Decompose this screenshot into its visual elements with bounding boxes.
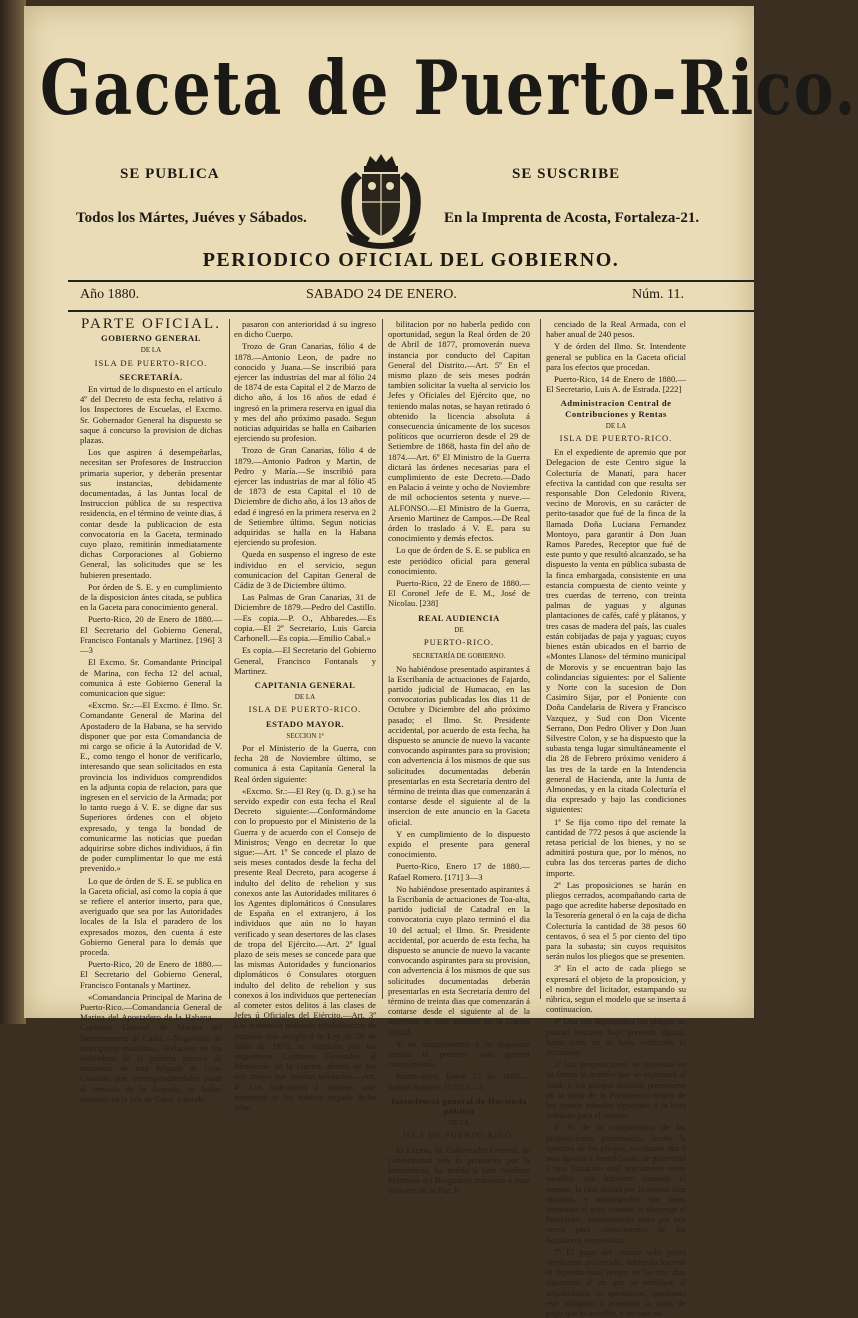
heading-place: ISLA DE PUERTO-RICO. <box>248 704 362 715</box>
subscribe-place: En la Imprenta de Acosta, Fortaleza-21. <box>444 210 700 226</box>
paragraph: El Excmo. Sr. Comandante Principal de Marina, con fecha 12 del actual, comunica á este Gobierno General la comunicacion que sigue: <box>80 657 222 698</box>
paragraph: 2ª Las proposiciones se harán en pliegos cerrados, acompañando carta de pago que acredite haberse depositado en la Tesorería general ó en la caja de dicha Colecturía la cantidad de 38 pesos 60 centavos, ó sea el 5 por ciento del tipo para la subasta; sin cuyos requisitos serán nulos los pliegos que se presenten. <box>546 879 686 962</box>
header-rule-bottom <box>68 310 754 312</box>
paragraph: No habiéndose presentado aspirantes á la Escribanía de actuaciones de Fajardo, partido judicial de Humacao, en las convocatorias publicadas los dias 11 de Octubre y Diciembre del año próximo pasado; el Ilmo. Sr. Presidente accidental, por acuerdo de esta fecha, ha dispuesto se anuncie de nuevo la vacante convocando aspirantes para su provision; con advertencia á los mismos de que sus solicitudes documentadas deberán presentarlas en esta Secretaría dentro del término de treinta dias que comenzarán á contarse desde el siguiente al de la insercion de este anuncio en la Gaceta oficial. <box>388 663 530 827</box>
section-heading-audiencia: REAL AUDIENCIA <box>418 612 500 623</box>
column-divider <box>540 319 541 999</box>
subsection-heading: ESTADO MAYOR. <box>265 718 345 729</box>
column-3 <box>388 319 530 1196</box>
subsection-heading: SECRETARÍA. <box>119 371 183 382</box>
heading-place: ISLA DE PUERTO-RICO. <box>402 1130 516 1141</box>
section-heading-parte-oficial: PARTE OFICIAL. <box>81 316 221 332</box>
heading-connector: DE LA <box>294 693 316 702</box>
paragraph: Puerto-Rico, 20 de Enero de 1880.— El Secretario del Gobierno General, Francisco Fontanals y Martinez. <box>80 959 222 990</box>
section-heading-gobierno: GOBIERNO GENERAL <box>101 333 201 344</box>
paragraph: Puerto-Rico, 22 de Enero de 1880.—El Coronel Jefe de E. M., José de Nicolau. [238] <box>388 578 530 609</box>
section-heading-administracion: Administracion Central de Contribuciones y Rentas <box>560 398 672 419</box>
paragraph: 3ª En el acto de cada pliego se expresará el objeto de la proposicion, y el nombre del licitador, estampando su rúbrica, segun el modelo que se inserta á continuacion. <box>546 963 686 1015</box>
paragraph: Queda en suspenso el ingreso de este individuo en el servicio, segun comunicacion del Capitan General de Cádiz de 3 de Diciembre último. <box>234 549 376 591</box>
newspaper-page <box>24 6 858 1318</box>
paragraph: Es copia.—El Secretario del Gobierno General, Francisco Fontanals y Martinez. <box>234 645 376 676</box>
paragraph: Lo que de órden de S. E. se publica en este periódico oficial para general conocimiento. <box>388 545 530 576</box>
issue-date: SABADO 24 DE ENERO. <box>306 287 457 302</box>
coat-of-arms-icon <box>326 152 436 252</box>
column-1 <box>80 316 222 1104</box>
paragraph: No habiéndose presentado aspirantes á la Escribanía de actuaciones de Toa-alta, partido judicial de Catadral en la convocatoria cuyo plazo terminó el dia 10 del actual; el Ilmo. Sr. Presidente accidental, por acuerdo de esta fecha, ha dispuesto se anuncie de nuevo la vacante convocando aspirantes para su provision, con advertencia á los mismos de que sus solicitudes documentadas deberán presentarlas en esta Secretaría dentro del término de treinta dias que comenzarán á contarse desde el siguiente al de la insercion de este anuncio en la Gaceta oficial. <box>388 883 530 1037</box>
paragraph: Trozo de Gran Canarias, fólio 4 de 1879.—Antonio Padron y Martin, de Pedro y María.—Se inscribió para ejercer las industrias de mar al fólio 45 de 1873 de esta Capital el 10 de Diciembre de dicho año, á los 13 años de edad é ingresó en la primera reserva en 2 de Setiembre último. Segun noticias adquiridas se halla en la Habana ejerciendo su profesion. <box>234 445 376 548</box>
masthead-title: Gaceta de Puerto-Rico. <box>40 45 858 133</box>
heading-place: PUERTO-RICO. <box>423 637 495 648</box>
section-heading-capitania: CAPITANIA GENERAL <box>254 679 356 690</box>
column-2 <box>234 319 376 1113</box>
paragraph: Las Palmas de Gran Canarias, 31 de Diciembre de 1879.—Pedro del Castillo.—Es copia.—P. O., Ahbaredes.—Es copia.—El 2º Secretario, Luis Garcia Carbonell.—Es copia.—Emilio Cabal.» <box>234 592 376 644</box>
page-binding-edge <box>0 0 26 1024</box>
paragraph: 5ª Las proposiciones se sujetarán en su forma al modelo que se expresará al final; y los pliegos deberán presentarse en la mesa de la Presidencia dentro de los quince minutos siguientes á la hora señalada para el remate. <box>546 1059 686 1121</box>
issue-number: Núm. 11. <box>632 287 684 302</box>
heading-connector: DE <box>454 625 464 634</box>
paragraph: Puerto-Rico, 14 de Enero de 1880.—El Secretario, Luis A. de Estrada. [222] <box>546 374 686 395</box>
column-divider <box>382 319 383 999</box>
paragraph: bilitacion por no haberla pedido con oportunidad, segun la Real órden de 20 de Abril de 1877, promoverán nueva instancia por conducto del Capitan General del Distrito.—Art. 5º En el mismo plazo de seis meses podrán tambien solicitar la vuelta al servicio los Jefes y Oficiales del Ejército que, no teniendo malas notas, se hayan retirado ó obtenido la licencia absoluta á consecuencia únicamente de los sucesos políticos que ocurrieron desde el 29 de Setiembre de 1868, hasta fin del año de 1874.—Art. 6º El Ministro de la Guerra dictará las órdenes necesarias para el cumplimiento de este Decreto.—Dado en Palacio á veinte y ocho de Noviembre de mil ochocientos setenta y nueve.—ALFONSO.—El Ministro de la Guerra, Arsenio Martinez de Campos.—De Real órden lo traslado á V. E. para su conocimiento y demás efectos. <box>388 319 530 544</box>
column-divider <box>229 319 230 999</box>
paragraph: El Excmo. Sr. Gobernador General, de conformidad con lo propuesto por la Intendencia, ha tenido á bien nombrar Marinero del Resguardo marítimo á Juan Timoteo de la Paz, li- <box>388 1144 530 1196</box>
publish-days: Todos los Mártes, Juéves y Sábados. <box>76 210 307 226</box>
paragraph: Y en cumplimiento de lo dispuesto expido el presente para general conocimiento. <box>388 828 530 860</box>
paragraph: Trozo de Gran Canarias, fólio 4 de 1878.—Antonio Leon, de padre no conocido y Juana.—Se inscribió para ejercer las industrias del mar al fólio 24 de 1874 de esta Capital el 2 de Marzo de dicho año, á los 16 años de edad é ingresó en la primera reserva en igual dia y mes del año próximo pasado. Segun noticias adquiridas se halla en Caibarien ejerciendo su profesion. <box>234 341 376 444</box>
se-suscribe-label: SE SUSCRIBE <box>512 166 621 182</box>
heading-place: ISLA DE PUERTO-RICO. <box>94 357 208 368</box>
heading-connector: DE LA <box>605 421 627 430</box>
header-rule-top <box>68 280 754 282</box>
paragraph: «Excmo. Sr.:—El Excmo. é Ilmo. Sr. Comandante General de Marina del Apostadero de la Habana, se ha servido disponer que por esta Comandancia de mi cargo se oficie á la Autoridad de V. E., como tengo el honor de verificarlo, interesando que sean solicitados en esta provincia los individuos comprendidos en la adjunta copia de relacion, para que ingresen en el servicio de la Armada; por lo tanto ruego á V. E. se digne dar sus Superiores órdenes con el objeto expresado, y tenga la bondad de comunicarme las noticias que puedan adquirirse sobre dichos individuos, á fin de poder cumplimentar lo que me está prevenido.» <box>80 700 222 874</box>
paragraph: Puerto-Rico, Enero 17 de 1880.—Rafael Romero. [171] 3—3 <box>388 861 530 882</box>
subsection-heading: SECRETARÍA DE GOBIERNO. <box>412 652 506 661</box>
heading-connector: DE LA <box>448 1119 470 1128</box>
paragraph: En virtud de lo dispuesto en el artículo 4º del Decreto de esta fecha, relativo á los Inspectores de Escuelas, el Excmo. Sr. Gobernador General ha dispuesto se saque á concurso la provision de dichas plazas. <box>80 384 222 446</box>
column-4 <box>546 319 686 1318</box>
paragraph: Por el Ministerio de la Guerra, con fecha 28 de Noviembre último, se comunica á esta Capitanía General la Real órden siguiente: <box>234 742 376 784</box>
paragraph: Por órden de S. E. y en cumplimiento de la disposicion ántes citada, se publica en la Gaceta para conocimiento general. <box>80 581 222 613</box>
paragraph: 1ª Se fija como tipo del remate la cantidad de 772 pesos á que asciende la retasa pericial de los bienes, y no se admitirá postura que, por lo ménos, no cubra las dos terceras partes de dicho importe. <box>546 816 686 878</box>
paragraph: Y de órden del Ilmo. Sr. Intendente general se publica en la Gaceta oficial para los efectos que procedan. <box>546 341 686 372</box>
heading-connector: DE LA <box>140 346 162 355</box>
paragraph: Los que aspiren á desempeñarlas, necesitan ser Profesores de Instruccion primaria superior, y deberán presentar sus instancias, debidamente documentadas, á las Juntas local de Instruccion pública de su respectiva residencia, en el término de veinte dias, á contar desde la publicacion de esta convocatoria en la Gaceta, terminado cuyo plazo, remitirán inmediatamente dichas Corporaciones al Gobierno General, las solicitudes que se les hubieren presentado. <box>80 447 222 580</box>
section-number: SECCION 1ª <box>286 731 324 740</box>
paragraph: «Excmo. Sr.:—El Rey (q. D. g.) se ha servido expedir con esta fecha el Real Decreto siguiente:—Conformándome con lo propuesto por el Ministerio de la Guerra y de acuerdo con el Consejo de Ministros; Vengo en decretar lo que sigue:—Art. 1º Se concede el plazo de seis meses contados desde la fecha del presente Real Decreto, para acogerse á indulto del delito de rebelion y sus conexos ante las Autoridades militares ó los Agentes diplomáticos ó Consulares de España en el extranjero, á los individuos que aún no lo hayan verificado y sean desertores de las clases de tropa del Ejército.—Art. 2º Igual plazo de seis meses se concede para que las mismas Autoridades y funcionarios diplomáticos ó Consulares otorguen indulto del delito de rebelion y sus conexos á los individuos que pertenecían al cometer estos delitos á las clases de Jefes ú Oficiales del Ejército.—Art. 3º Las instancias pidiendo rehabilitacion de empleos con arreglo á la Ley de 28 de Julio de 1876, se cursarán por los respectivos Capitanes Generales al Ministerio de la Guerra, dentro de los seis meses que quedan señalados.—Art. 4º Los individuos á quienes ante riormente se les hubiese negado dicha reha- <box>234 785 376 1113</box>
issue-year: Año 1880. <box>80 287 140 302</box>
paragraph: «Comandancia Principal de Marina de Puerto-Rico.—Comandancia General de Marina del Apostadero de la Habana.—Capitanía General de Marina del Departamento de Cádiz.—Negociado de Inscripcion marítima.—Relacion de los individuos de la primera reserva de marinería de esta Brigada de Gran Canarias que, correspondiéndoles pasar al servicio de la Armada, se hallan ausentes en la Isla de Cuba, á donde <box>80 991 222 1104</box>
paragraph: cenciado de la Real Armada, con el haber anual de 240 pesos. <box>546 319 686 340</box>
subtitle-banner: PERIODICO OFICIAL DEL GOBIERNO. <box>202 249 620 271</box>
paragraph: Y en cumplimiento á lo dispuesto expido la presente para general conocimiento. <box>388 1038 530 1070</box>
section-heading-intendencia: Intendencia general de Hacienda pública <box>390 1095 528 1117</box>
heading-place: ISLA DE PUERTO-RICO. <box>559 433 673 444</box>
paragraph: 7ª El pago del remate solo podrá verificarse al contado, debiendo hacerse el depósito total dentro de los tres dias siguientes al en que se notifique al adjudicatario su aprobacion, quedando este obligado á presentar la carta de pago que lo acredite, y en caso no <box>546 1246 686 1318</box>
paragraph: pasaron con anterioridad á su ingreso en dicho Cuerpo. <box>234 319 376 340</box>
paragraph: 4ª Una vez depositados los pliegos no podrán retirarse bajo pretexto alguno, hasta tanto no se haya verificado el escrutinio. <box>546 1016 686 1058</box>
paragraph: En el expediente de apremio que por Delegacion de este Centro sigue la Colecturía de Manatí, para hacer efectiva la cantidad con que resulta ser responsable Don Celedonio Rivera, vecino de Morovis, en su carácter de perito-tasador que fué de la finca de la llamada Doña Luciana Fernandez Montoyo, para garantir á Don Juan Ramos Paredes, Receptor que fué de este punto y que resultó alcanzado, se ha dispuesto la venta en pública subasta de la finca embargada, consistente en una estancia compuesta de ciento veinte y tres cuerdas de terreno, con treinta palmas de yaguas y algunas plantaciones de cafés, café y plátanos, y tres casas de madera del país, las cuales están cobijadas de paja y yaguas; cuyos bienes están ubicados en el barrio de «Montes Llanos» del término municipal de Morovis y se encuentran bajo las colindancias siguientes: por el Saliente y Norte con la sucesion de Don Casimiro Sijar, por el Poniente con Doña Candelaria de Rivera y Francisco Vazquez, y Sud con Don Vicente Serrano, Don Pedro Oliver y Don Juan Silvestre Colon, y se ha dispuesto que la subasta tenga lugar simultáneamente el dia 28 de Febrero próximo venidero á las tres de la tarde en la Intendencia general de Hacienda, ante la Junta de Almonedas, y en la citada Colecturía el dia expresado y bajo las condiciones siguientes: <box>546 447 686 815</box>
se-publica-label: SE PUBLICA <box>120 166 220 182</box>
paragraph: 6ª Si de la comparacion de las proposiciones presentadas, hecha la apertura de los pliegos, resultasen dos ó mas iguales y beneficiosas, se procederá á una licitacion oral únicamente entre aquellos que hubiesen causado el empate, la cual durará por lo ménos diez minutos, y transcurridos que sean, terminará el acto, cuando lo disponga el Presidente, anunciándolo ántes por tres veces para conocimiento de los licitadores interesados. <box>546 1122 686 1245</box>
paragraph: Puerto-Rico, Enero 17 de 1880.—Rafael Romero. [172] 3—3 <box>388 1071 530 1092</box>
paragraph: Lo que de órden de S. E. se publica en la Gaceta oficial, así como la copia á que se refiere el anterior inserto, para que, averiguado que sea por las Autoridades locales de la Isla el paradero de los expresados mozos, den cuenta á este Gobierno General para lo demás que proceda. <box>80 875 222 957</box>
paragraph: Puerto-Rico, 20 de Enero de 1880.— El Secretario del Gobierno General, Francisco Fontanals y Martinez. [196] 3—3 <box>80 614 222 656</box>
